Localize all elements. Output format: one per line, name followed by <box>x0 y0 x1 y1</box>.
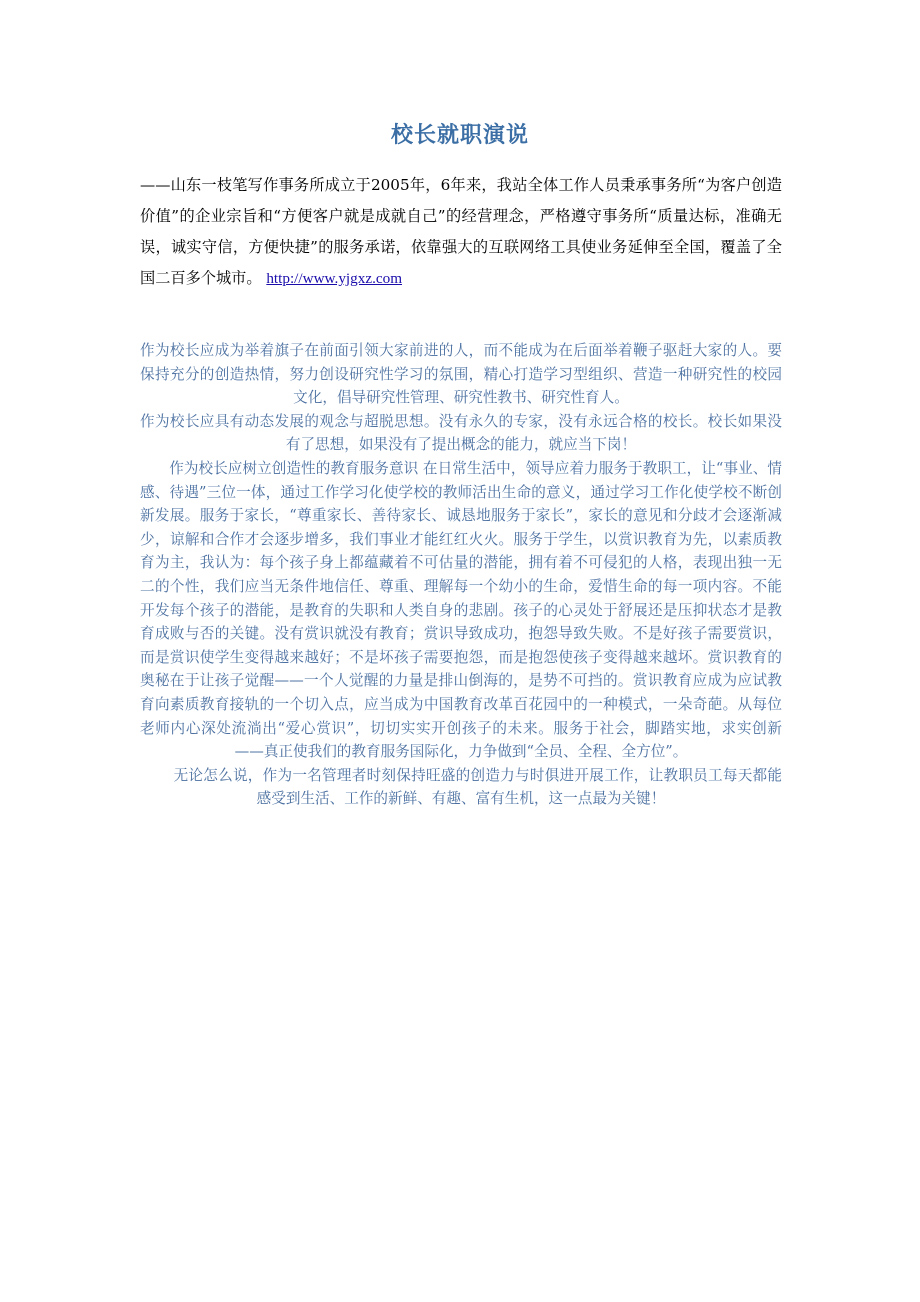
intro-paragraph <box>140 170 782 294</box>
paragraph-3: 作为校长应树立创造性的教育服务意识 在日常生活中，领导应着力服务于教职工，让“事业、情感、待遇”三位一体，通过工作学习化使学校的教师活出生命的意义，通过学习工作化使学校不断创新发展。服务于家长，“尊重家长、善待家长、诚恳地服务于家长”，家长的意见和分歧才会逐渐减少，谅解和合作才会逐步增多，我们事业才能红红火火。服务于学生，以赏识教育为先，以素质教育为主，我认为：每个孩子身上都蕴藏着不可估量的潜能，拥有着不可侵犯的人格，表现出独一无二的个性，我们应当无条件地信任、尊重、理解每一个幼小的生命，爱惜生命的每一项内容。不能开发每个孩子的潜能，是教育的失职和人类自身的悲剧。孩子的心灵处于舒展还是压抑状态才是教育成败与否的关键。没有赏识就没有教育；赏识导致成功，抱怨导致失败。不是好孩子需要赏识，而是赏识使学生变得越来越好；不是坏孩子需要抱怨，而是抱怨使孩子变得越来越坏。赏识教育的奥秘在于让孩子觉醒——一个人觉醒的力量是排山倒海的，是势不可挡的。赏识教育应成为应试教育向素质教育接轨的一个切入点，应当成为中国教育改革百花园中的一种模式，一朵奇葩。从每位老师内心深处流淌出“爱心赏识”，切切实实开创孩子的未来。服务于社会，脚踏实地，求实创新——真正使我们的教育服务国际化，力争做到“全员、全程、全方位”。 <box>140 459 782 761</box>
website-link[interactable]: http://www.yjgxz.com <box>266 270 403 287</box>
paragraph-2: 作为校长应具有动态发展的观念与超脱思想。没有永久的专家，没有永远合格的校长。校长如果没有了思想，如果没有了提出概念的能力，就应当下岗！ <box>140 412 782 454</box>
document-title: 校长就职演说 <box>390 122 529 148</box>
speech-body <box>140 339 782 811</box>
paragraph-4: 无论怎么说，作为一名管理者时刻保持旺盛的创造力与时俱进开展工作，让教职员工每天都能感受到生活、工作的新鲜、有趣、富有生机，这一点最为关键！ <box>173 766 782 808</box>
intro-text: ——山东一枝笔写作事务所成立于2005年，6年来，我站全体工作人员秉承事务所“为客户创造价值”的企业宗旨和“方便客户就是成就自己”的经营理念，严格遵守事务所“质量达标，准确无误，诚实守信，方便快捷”的服务承诺，依靠强大的互联网络工具使业务延伸至全国，覆盖了全国二百多个城市。 <box>140 176 782 287</box>
paragraph-1: 作为校长应成为举着旗子在前面引领大家前进的人，而不能成为在后面举着鞭子驱赶大家的人。要保持充分的创造热情，努力创设研究性学习的氛围，精心打造学习型组织、营造一种研究性的校园文化，倡导研究性管理、研究性教书、研究性育人。 <box>140 342 782 407</box>
